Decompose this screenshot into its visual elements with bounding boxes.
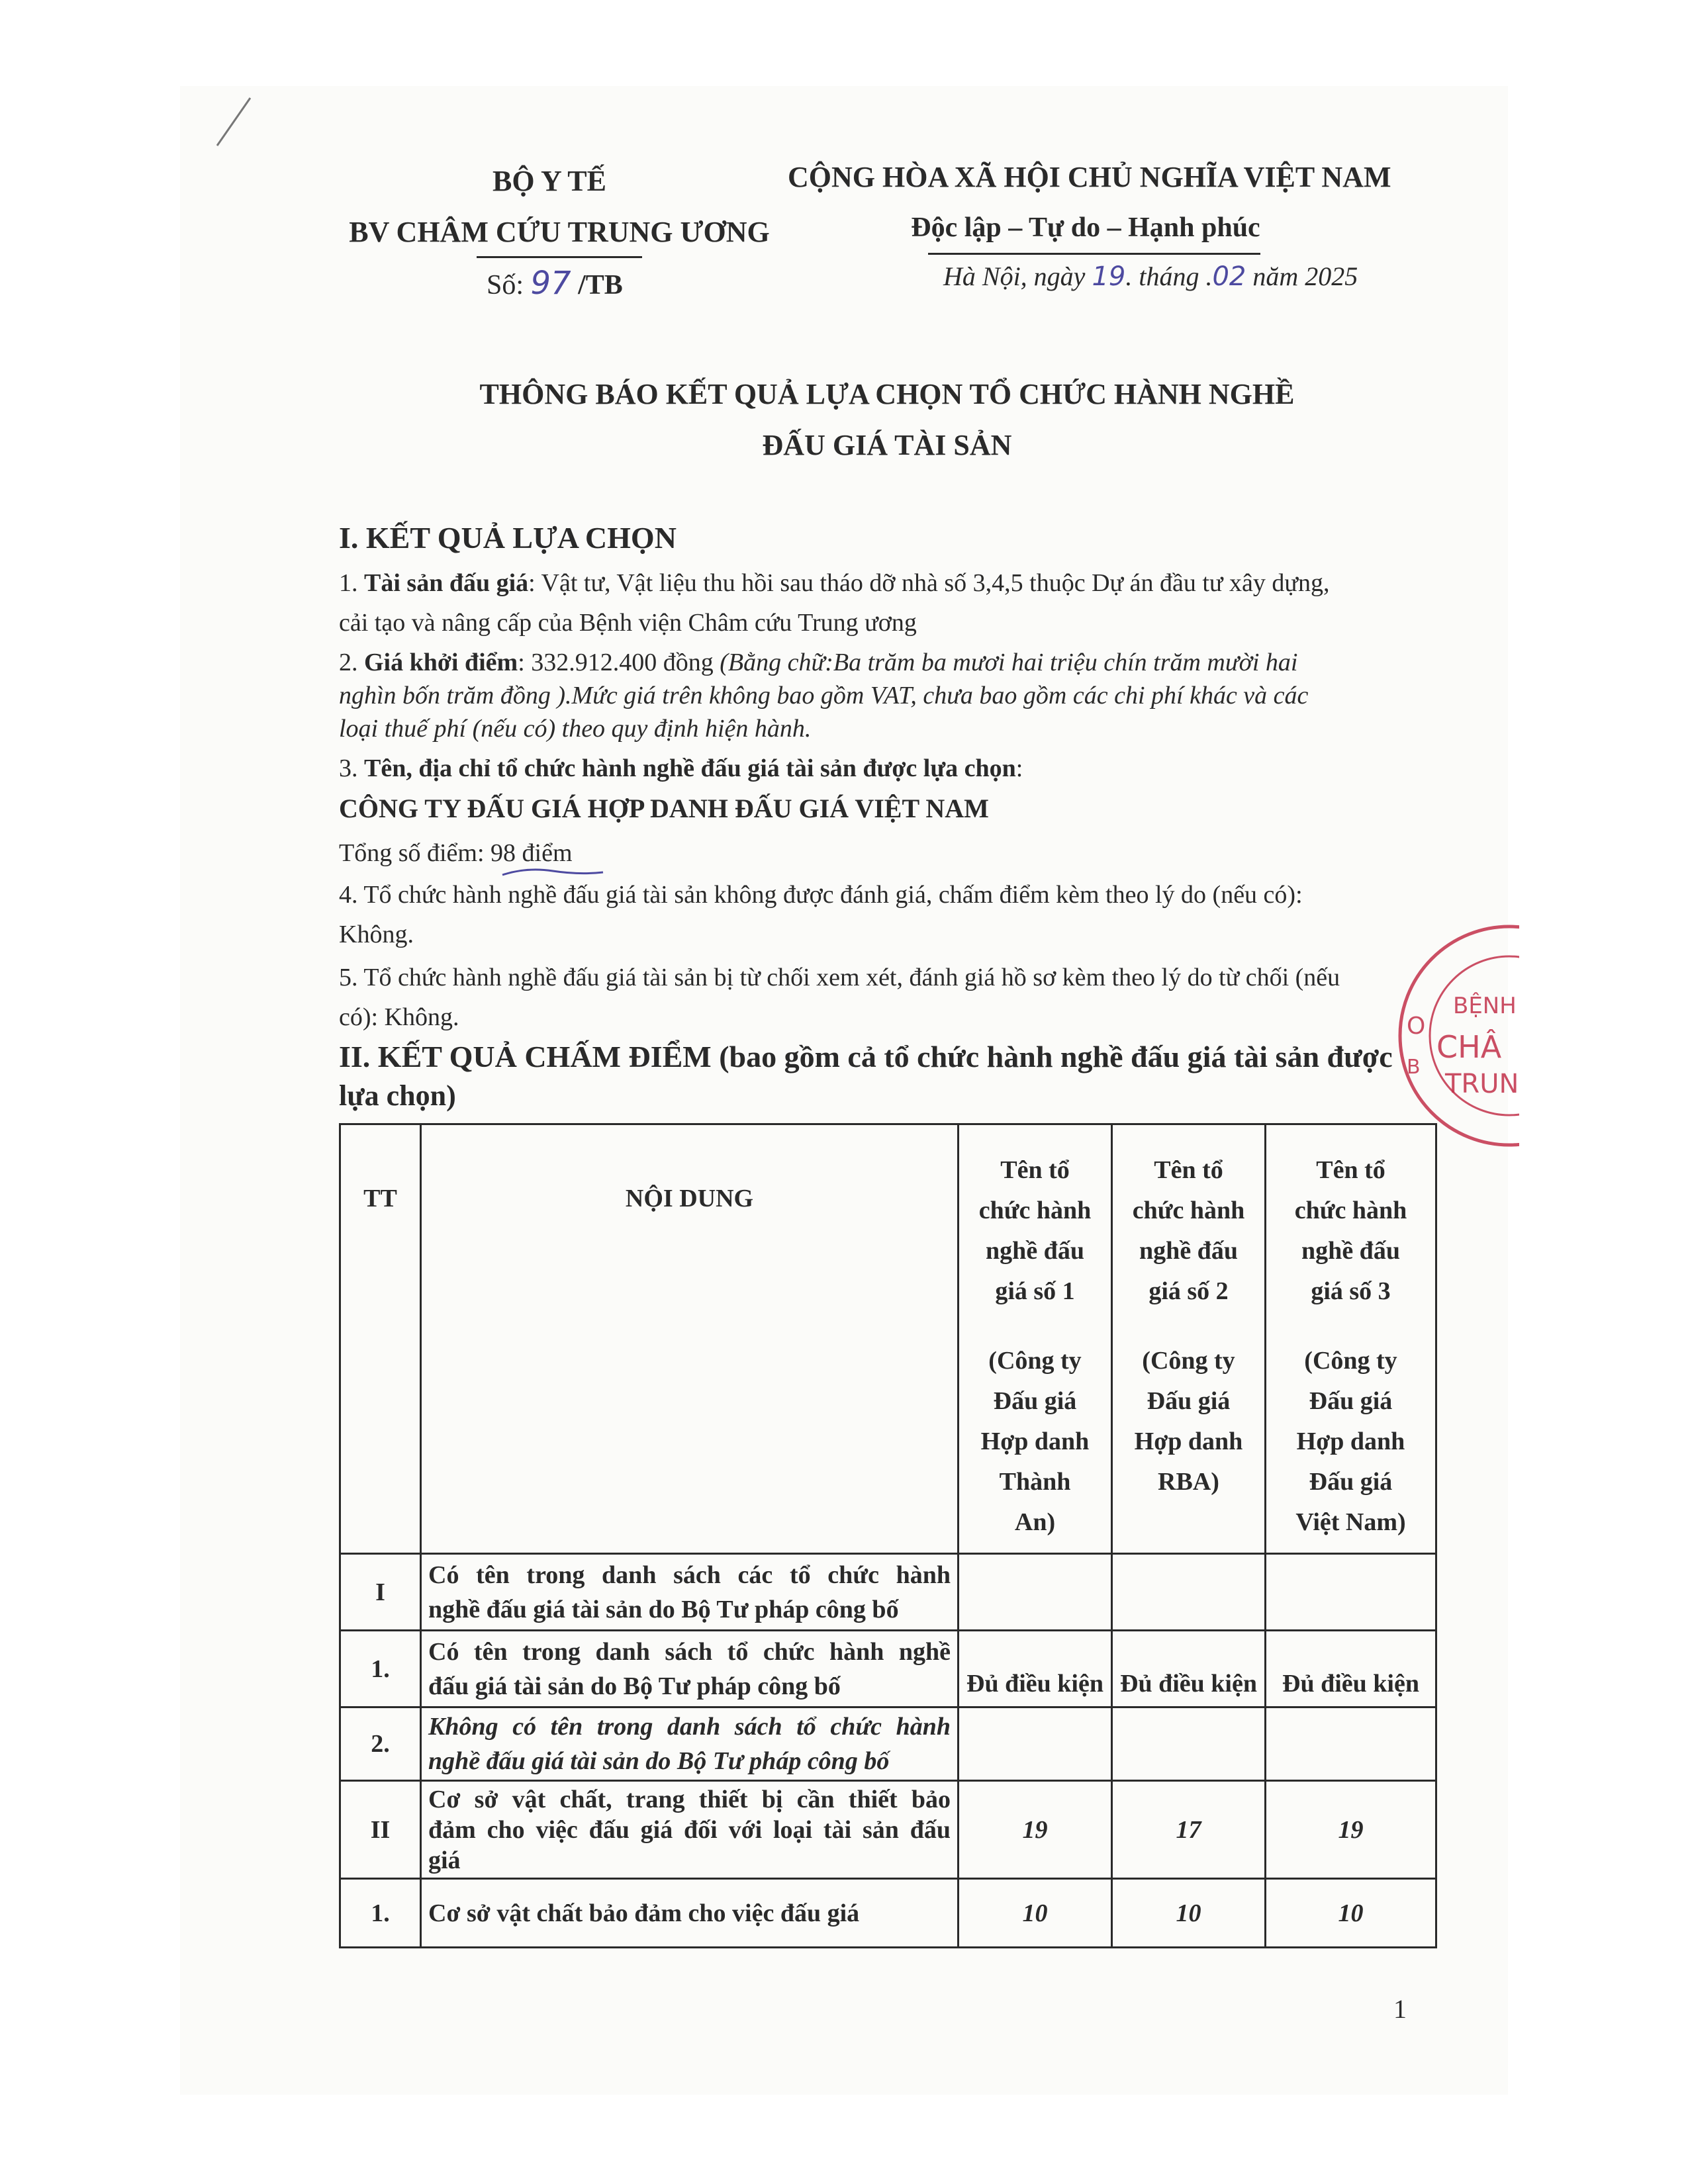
row-content: Không có tên trong danh sách tổ chức hành nghề đấu giá tài sản do Bộ Tư pháp công bố xyxy=(421,1707,959,1781)
row-value-3 xyxy=(1266,1707,1436,1781)
document-number: Số: 97 /TB xyxy=(487,265,623,302)
row-tt: 2. xyxy=(340,1707,421,1781)
red-seal-stamp: BỆNH CHÂ TRUN O B xyxy=(1387,913,1519,1152)
row-value-3 xyxy=(1266,1554,1436,1631)
item5-line2: có): Không. xyxy=(339,1003,459,1031)
section2-heading-line1: II. KẾT QUẢ CHẤM ĐIỂM (bao gồm cả tổ chức hành nghề đấu giá tài sản được xyxy=(339,1040,1393,1073)
row-content: Cơ sở vật chất, trang thiết bị cần thiết bảo đảm cho việc đấu giá đối với loại tài sản đấu giá xyxy=(421,1781,959,1879)
issue-date: Hà Nội, ngày 19. tháng .02 năm 2025 xyxy=(943,261,1358,292)
item2-line3: loại thuế phí (nếu có) theo quy định hiện hành. xyxy=(339,715,812,743)
row-tt: II xyxy=(340,1781,421,1879)
header-org-1: Tên tổ chức hành nghề đấu giá số 1 (Công ty Đấu giá Hợp danh Thành An) xyxy=(959,1124,1112,1554)
page-number: 1 xyxy=(1393,1994,1407,2024)
table-header-row xyxy=(340,1124,1436,1554)
motto-underline xyxy=(928,253,1260,255)
document-title-line2: ĐẤU GIÁ TÀI SẢN xyxy=(762,429,1012,461)
item4-line2: Không. xyxy=(339,921,414,948)
row-value-2 xyxy=(1112,1707,1266,1781)
country-name: CỘNG HÒA XÃ HỘI CHỦ NGHĨA VIỆT NAM xyxy=(788,161,1391,193)
row-content: Có tên trong danh sách các tổ chức hành nghề đấu giá tài sản do Bộ Tư pháp công bố xyxy=(421,1554,959,1631)
hospital-underline xyxy=(477,256,642,258)
header-content: NỘI DUNG xyxy=(421,1124,959,1554)
table-row xyxy=(340,1631,1436,1707)
row-value-1: 10 xyxy=(959,1879,1112,1948)
pen-mark xyxy=(211,93,257,152)
row-value-1: Đủ điều kiện xyxy=(959,1631,1112,1707)
header-tt: TT xyxy=(340,1124,421,1554)
total-score: Tổng số điểm: 98 điểm xyxy=(339,839,573,867)
row-content: Có tên trong danh sách tổ chức hành nghề đấu giá tài sản do Bộ Tư pháp công bố xyxy=(421,1631,959,1707)
item1-line1: 1. Tài sản đấu giá: Vật tư, Vật liệu thu hồi sau tháo dỡ nhà số 3,4,5 thuộc Dự án đầu tư xây dựng, xyxy=(339,569,1330,597)
national-motto: Độc lập – Tự do – Hạnh phúc xyxy=(911,212,1260,243)
document-title-line1: THÔNG BÁO KẾT QUẢ LỰA CHỌN TỔ CHỨC HÀNH NGHỀ xyxy=(479,378,1295,410)
row-tt: 1. xyxy=(340,1879,421,1948)
row-value-3: 10 xyxy=(1266,1879,1436,1948)
row-value-1 xyxy=(959,1707,1112,1781)
row-value-2: 17 xyxy=(1112,1781,1266,1879)
item3-line: 3. Tên, địa chỉ tổ chức hành nghề đấu giá tài sản được lựa chọn: xyxy=(339,754,1023,782)
row-value-3: Đủ điều kiện xyxy=(1266,1631,1436,1707)
table-row xyxy=(340,1781,1436,1879)
header-org-2: Tên tổ chức hành nghề đấu giá số 2 (Công ty Đấu giá Hợp danh RBA) xyxy=(1112,1124,1266,1554)
score-table xyxy=(339,1123,1437,1948)
item2-line2: nghìn bốn trăm đồng ).Mức giá trên không bao gồm VAT, chưa bao gồm các chi phí khác và các xyxy=(339,682,1309,709)
table-row xyxy=(340,1554,1436,1631)
row-tt: 1. xyxy=(340,1631,421,1707)
row-tt: I xyxy=(340,1554,421,1631)
selected-company: CÔNG TY ĐẤU GIÁ HỢP DANH ĐẤU GIÁ VIỆT NAM xyxy=(339,794,989,823)
section2-heading-line2: lựa chọn) xyxy=(339,1079,456,1112)
header-org-3: Tên tổ chức hành nghề đấu giá số 3 (Công ty Đấu giá Hợp danh Đấu giá Việt Nam) xyxy=(1266,1124,1436,1554)
hospital-name: BV CHÂM CỨU TRUNG ƯƠNG xyxy=(349,216,770,248)
section1-heading: I. KẾT QUẢ LỰA CHỌN xyxy=(339,521,677,555)
row-value-3: 19 xyxy=(1266,1781,1436,1879)
item5-line1: 5. Tổ chức hành nghề đấu giá tài sản bị từ chối xem xét, đánh giá hồ sơ kèm theo lý do từ chối (nếu xyxy=(339,964,1340,991)
ministry-name: BỘ Y TẾ xyxy=(492,165,606,197)
item2-line1: 2. Giá khởi điểm: 332.912.400 đồng (Bằng chữ:Ba trăm ba mươi hai triệu chín trăm mười hai xyxy=(339,649,1298,676)
row-value-2: 10 xyxy=(1112,1879,1266,1948)
row-value-1: 19 xyxy=(959,1781,1112,1879)
row-value-2 xyxy=(1112,1554,1266,1631)
item4-line1: 4. Tổ chức hành nghề đấu giá tài sản không được đánh giá, chấm điểm kèm theo lý do (nếu có): xyxy=(339,881,1303,909)
row-content: Cơ sở vật chất bảo đảm cho việc đấu giá xyxy=(421,1879,959,1948)
row-value-2: Đủ điều kiện xyxy=(1112,1631,1266,1707)
table-row xyxy=(340,1707,1436,1781)
row-value-1 xyxy=(959,1554,1112,1631)
table-row xyxy=(340,1879,1436,1948)
item1-line2: cải tạo và nâng cấp của Bệnh viện Châm cứu Trung ương xyxy=(339,609,917,637)
